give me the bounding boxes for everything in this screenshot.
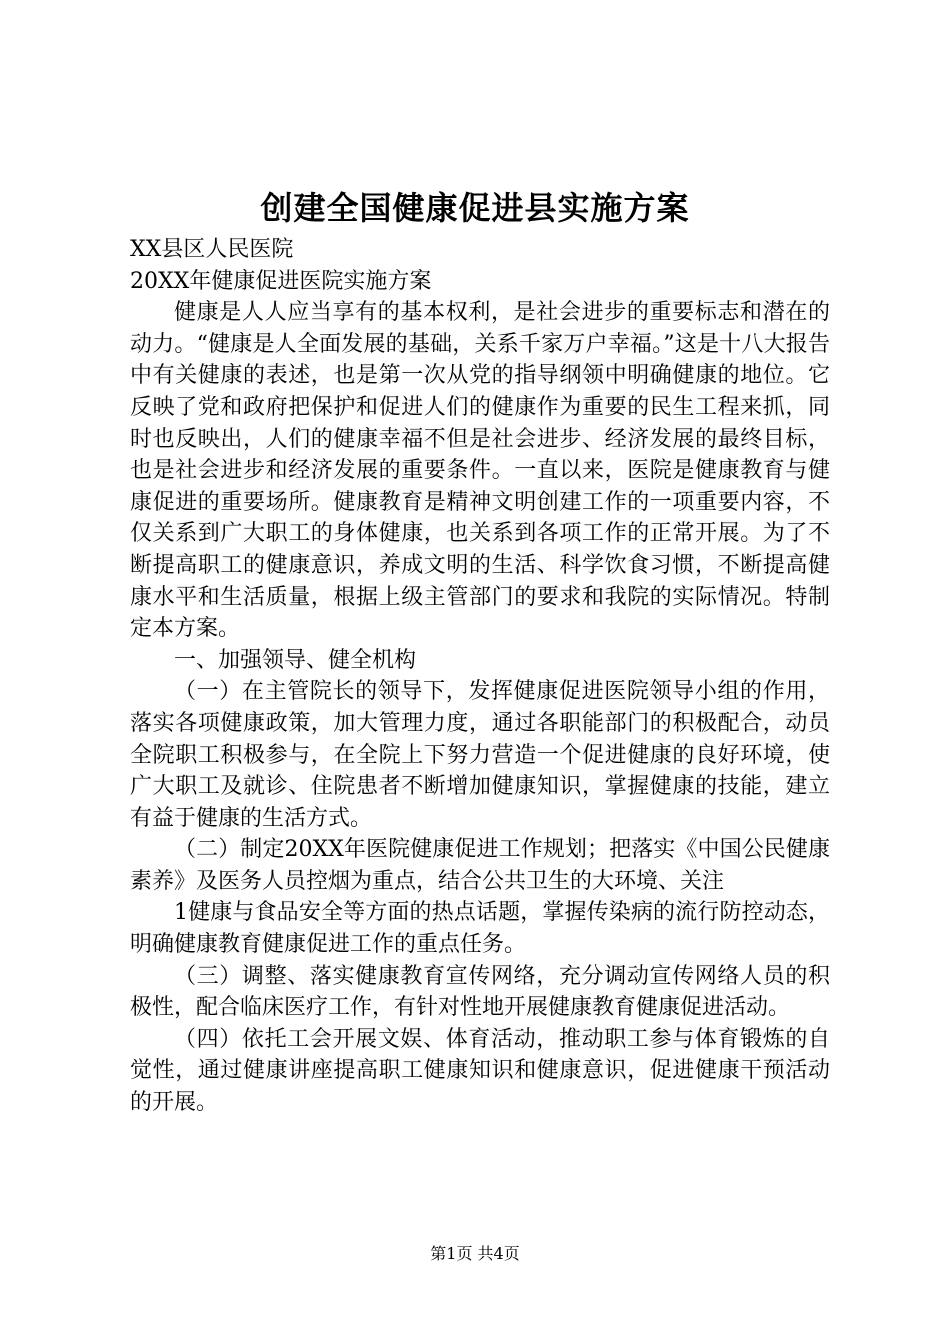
paragraph-item-4: （四）依托工会开展文娱、体育活动，推动职工参与体育锻炼的自觉性，通过健康讲座提高职工健康知识和健康意识，促进健康干预活动的开展。 xyxy=(130,1026,830,1116)
paragraph-intro: 健康是人人应当享有的基本权利，是社会进步的重要标志和潜在的动力。“健康是人全面发展的基础，关系千家万户幸福。”这是十八大报告中有关健康的表述，也是第一次从党的指导纲领中明确健康的地位。它反映了党和政府把保护和促进人们的健康作为重要的民生工程来抓，同时也反映出，人们的健康幸福不但是社会进步、经济发展的最终目标，也是社会进步和经济发展的重要条件。一直以来，医院是健康教育与健康促进的重要场所。健康教育是精神文明创建工作的一项重要内容，不仅关系到广大职工的身体健康，也关系到各项工作的正常开展。为了不断提高职工的健康意识，养成文明的生活、科学饮食习惯，不断提高健康水平和生活质量，根据上级主管部门的要求和我院的实际情况。特制定本方案。 xyxy=(130,300,830,642)
document-title: 创建全国健康促进县实施方案 xyxy=(260,189,690,227)
document-body xyxy=(130,234,830,1119)
paragraph-item-1: （一）在主管院长的领导下，发挥健康促进医院领导小组的作用，落实各项健康政策，加大管理力度，通过各职能部门的积极配合，动员全院职工积极参与，在全院上下努力营造一个促进健康的良好环境，使广大职工及就诊、住院患者不断增加健康知识，掌握健康的技能，建立有益于健康的生活方式。 xyxy=(130,679,830,831)
page-number-footer: 第1页 共4页 xyxy=(430,1244,520,1263)
subtitle-line: 20XX年健康促进医院实施方案 xyxy=(130,268,432,294)
section-heading-1: 一、加强领导、健全机构 xyxy=(174,647,417,673)
org-line: XX县区人民医院 xyxy=(130,237,294,262)
paragraph-item-3: （三）调整、落实健康教育宣传网络，充分调动宣传网络人员的积极性，配合临床医疗工作，有针对性地开展健康教育健康促进活动。 xyxy=(130,963,830,1021)
paragraph-item-2: （二）制定20XX年医院健康促进工作规划；把落实《中国公民健康素养》及医务人员控烟为重点，结合公共卫生的大环境、关注 xyxy=(130,837,830,894)
paragraph-item-2-continued: 1健康与食品安全等方面的热点话题，掌握传染病的流行防控动态，明确健康教育健康促进工作的重点任务。 xyxy=(130,900,830,958)
